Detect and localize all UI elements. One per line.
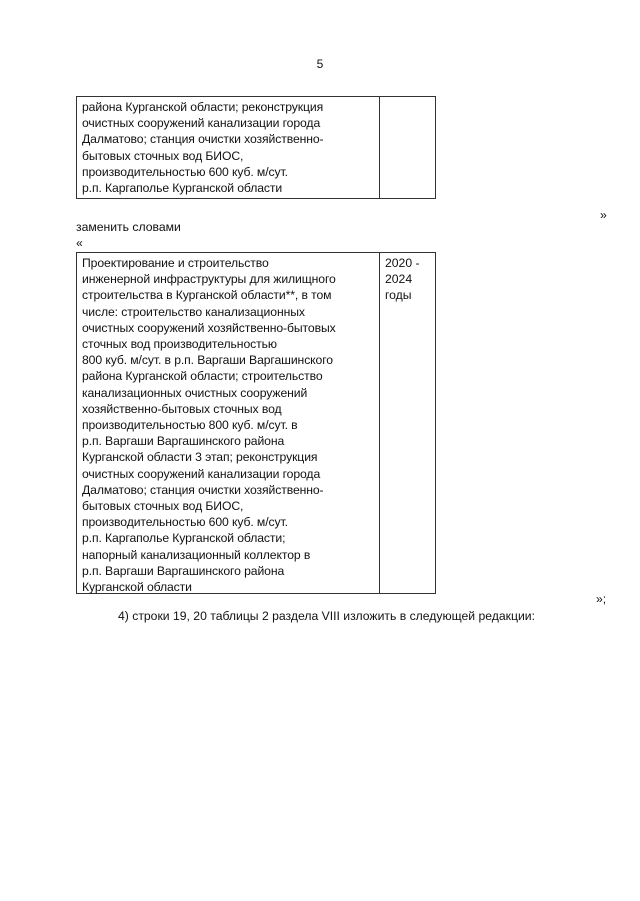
table-fragment-new [76, 252, 436, 594]
opening-quote: « [76, 236, 83, 250]
table-cell-description: Проектирование и строительство инженерной инфраструктуры для жилищного строительства в Курганской области**, в том числе: строительство канализационных очистных сооружений хозяйственно-бытовых сточных вод производительностью 800 куб. м/сут. в р.п. Варгаши Варгашинского района Курганской области; строительство канализационных очистных сооружений хозяйственно-бытовых сточных вод производительностью 800 куб. м/сут. в р.п. Варгаши Варгашинского района Курганской области 3 этап; реконструкция очистных сооружений канализации города Далматово; станция очистки хозяйственно- бытовых сточных вод БИОС, производительностью 600 куб. м/сут. р.п. Каргаполье Курганской области; напорный канализационный коллектор в р.п. Варгаши Варгашинского района Курганской области [77, 253, 380, 593]
closing-quote-semicolon: »; [596, 592, 607, 606]
instruction-paragraph: 4) строки 19, 20 таблицы 2 раздела VIII изложить в следующей редакции: [118, 609, 535, 623]
page-number: 5 [316, 57, 324, 71]
table-cell-period: 2020 - 2024 годы [385, 256, 420, 303]
table-fragment-previous [76, 96, 436, 199]
table-cell-description: района Курганской области; реконструкция очистных сооружений канализации города Далматово; станция очистки хозяйственно- бытовых сточных вод БИОС, производительностью 600 куб. м/сут. р.п. Каргаполье Курганской области [77, 97, 380, 198]
replace-words-text: заменить словами [76, 220, 181, 234]
table-cell-period [380, 97, 435, 198]
closing-quote: » [600, 208, 607, 222]
